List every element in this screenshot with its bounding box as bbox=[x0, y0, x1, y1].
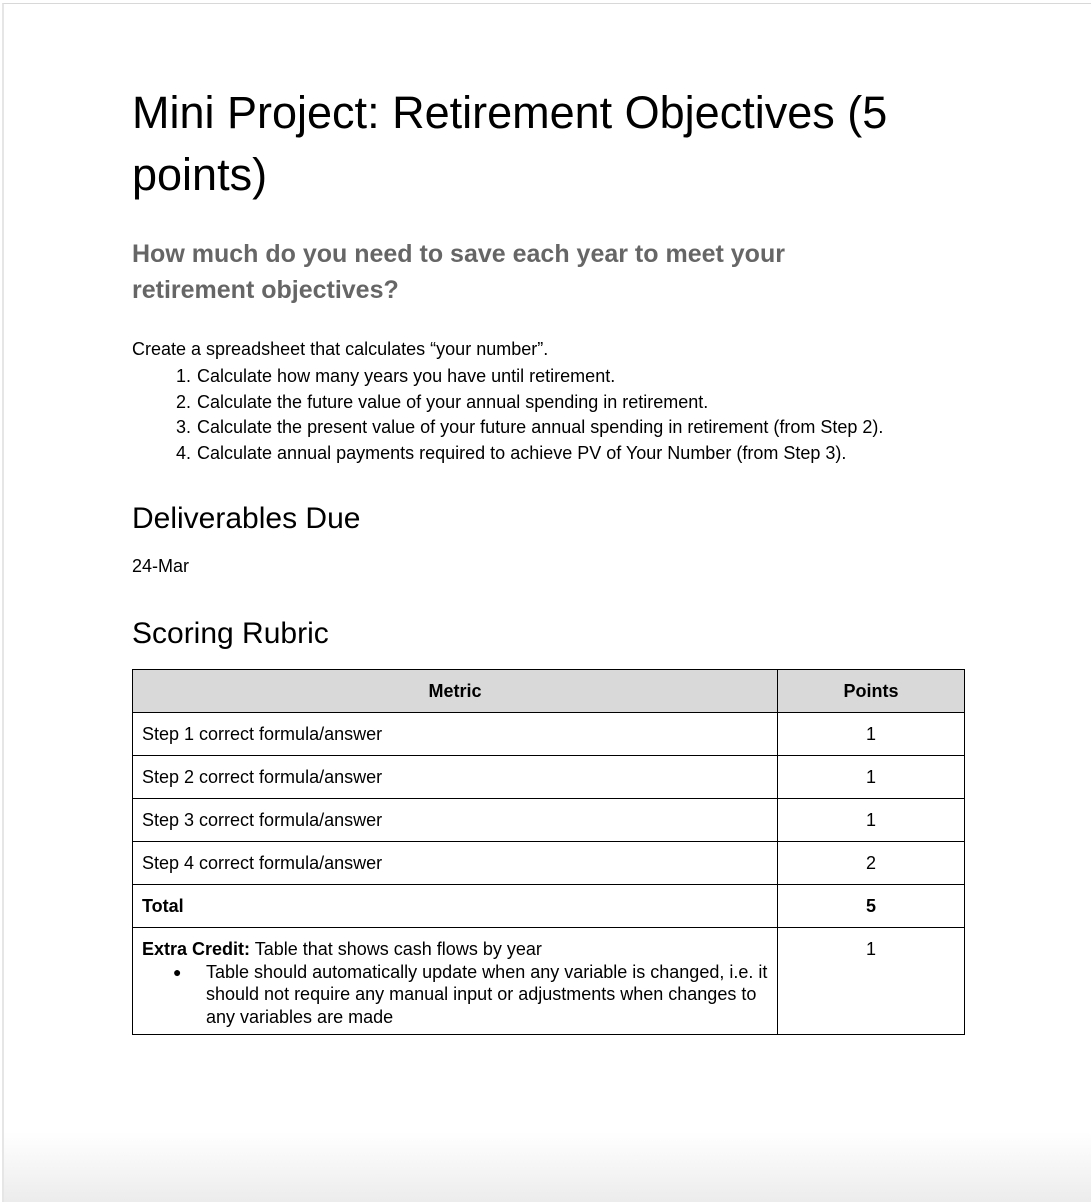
table-row bbox=[133, 842, 965, 885]
extra-credit-row bbox=[133, 928, 965, 1035]
step-item: 4. Calculate annual payments required to achieve PV of Your Number (from Step 3). bbox=[196, 441, 883, 467]
extra-credit-bullet: ● Table should automatically update when any variable is changed, i.e. it should not require any manual input or adjustments when changes to any variables are made bbox=[206, 961, 768, 1029]
points-cell: 1 bbox=[778, 713, 965, 756]
header-metric: Metric bbox=[133, 670, 778, 713]
table-header-row bbox=[133, 670, 965, 713]
extra-credit-label: Extra Credit: bbox=[142, 939, 251, 959]
total-points: 5 bbox=[778, 885, 965, 928]
points-cell: 1 bbox=[778, 756, 965, 799]
step-item: 3. Calculate the present value of your future annual spending in retirement (from Step 2). bbox=[196, 415, 883, 441]
document-subtitle: How much do you need to save each year to meet your retirement objectives? bbox=[132, 240, 785, 304]
extra-credit-points: 1 bbox=[778, 928, 965, 1035]
due-date: 24-Mar bbox=[132, 556, 190, 576]
points-cell: 1 bbox=[778, 799, 965, 842]
step-item: 1. Calculate how many years you have until retirement. bbox=[196, 364, 883, 390]
metric-cell: Step 2 correct formula/answer bbox=[133, 756, 778, 799]
table-row bbox=[133, 756, 965, 799]
header-points: Points bbox=[778, 670, 965, 713]
total-row bbox=[133, 885, 965, 928]
page-bottom-shadow bbox=[4, 1132, 1091, 1202]
step-item: 2. Calculate the future value of your annual spending in retirement. bbox=[196, 390, 883, 416]
rubric-heading: Scoring Rubric bbox=[132, 617, 329, 650]
total-label: Total bbox=[133, 885, 778, 928]
extra-credit-text: Table that shows cash flows by year bbox=[250, 939, 542, 959]
intro-text: Create a spreadsheet that calculates “your number”. bbox=[132, 339, 549, 359]
rubric-table bbox=[132, 669, 965, 1035]
metric-cell: Step 4 correct formula/answer bbox=[133, 842, 778, 885]
steps-list bbox=[132, 364, 883, 467]
metric-cell: Step 3 correct formula/answer bbox=[133, 799, 778, 842]
deliverables-heading: Deliverables Due bbox=[132, 502, 361, 535]
extra-credit-cell bbox=[133, 928, 778, 1035]
table-row bbox=[133, 713, 965, 756]
points-cell: 2 bbox=[778, 842, 965, 885]
metric-cell: Step 1 correct formula/answer bbox=[133, 713, 778, 756]
table-row bbox=[133, 799, 965, 842]
document-title: Mini Project: Retirement Objectives (5 points) bbox=[132, 87, 888, 200]
